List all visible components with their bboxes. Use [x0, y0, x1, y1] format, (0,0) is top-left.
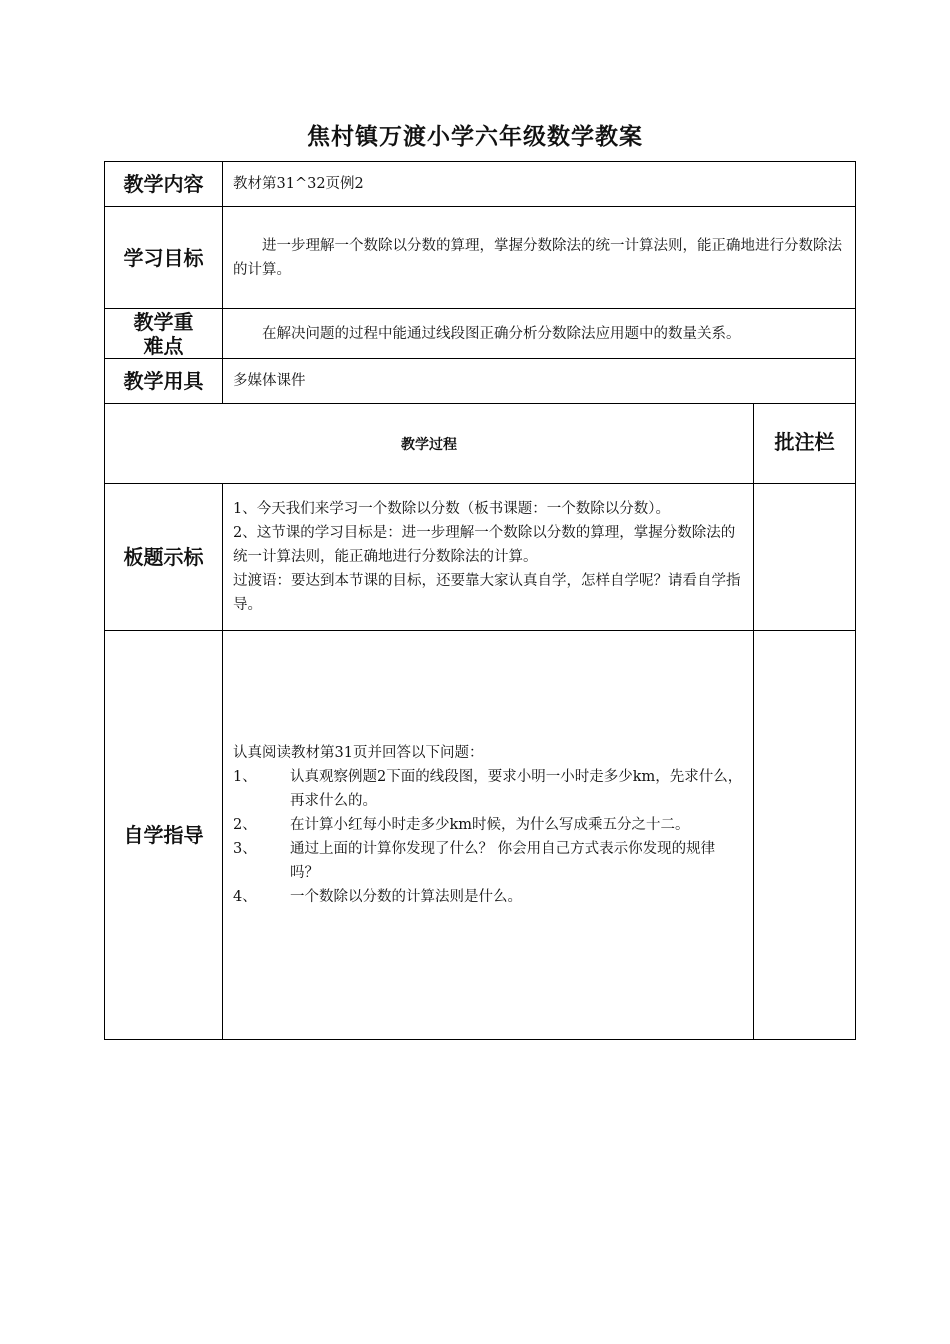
label-self-study: 自学指导: [105, 631, 223, 1040]
question-text: 通过上面的计算你发现了什么？ 你会用自己方式表示你发现的规律吗？: [290, 841, 716, 881]
label-teaching-process: 教学过程: [105, 404, 754, 484]
question-number: 1、: [233, 769, 257, 785]
value-key-points: 在解决问题的过程中能通过线段图正确分析分数除法应用题中的数量关系。: [223, 309, 856, 359]
value-board-topic: [223, 484, 754, 631]
value-teaching-content: 教材第31^32页例2: [223, 162, 856, 207]
label-teaching-content: 教学内容: [105, 162, 223, 207]
board-line-3: 过渡语：要达到本节课的目标，还要靠大家认真自学，怎样自学呢？请看自学指导。: [233, 573, 741, 613]
value-teaching-tools: 多媒体课件: [223, 359, 856, 404]
question-number: 4、: [233, 889, 257, 905]
label-teaching-tools: 教学用具: [105, 359, 223, 404]
value-learning-objective: 进一步理解一个数除以分数的算理，掌握分数除法的统一计算法则，能正确地进行分数除法的计算。: [223, 207, 856, 309]
question-item: [233, 765, 743, 813]
label-key-points: [105, 309, 223, 359]
lesson-plan-table: [104, 161, 856, 1040]
question-item: [233, 813, 743, 837]
row-process-header: [105, 404, 856, 484]
board-line-1: 1、今天我们来学习一个数除以分数（板书课题：一个数除以分数）。: [233, 501, 670, 517]
row-teaching-tools: [105, 359, 856, 404]
row-learning-objective: [105, 207, 856, 309]
self-study-intro: 认真阅读教材第31页并回答以下问题：: [233, 745, 484, 761]
row-self-study: [105, 631, 856, 1040]
question-number: 2、: [233, 817, 257, 833]
question-text: 在计算小红每小时走多少km时候，为什么写成乘五分之十二。: [290, 817, 690, 833]
label-key-points-line1: 教学重: [133, 309, 194, 334]
label-notes-column: 批注栏: [754, 404, 856, 484]
label-learning-objective: 学习目标: [105, 207, 223, 309]
notes-cell-self-study: [754, 631, 856, 1040]
row-board-topic: [105, 484, 856, 631]
row-teaching-content: [105, 162, 856, 207]
question-item: [233, 885, 743, 909]
page-title: 焦村镇万渡小学六年级数学教案: [307, 124, 643, 150]
question-item: [233, 837, 743, 885]
question-number: 3、: [233, 841, 257, 857]
question-text: 认真观察例题2下面的线段图，要求小明一小时走多少km，先求什么，再求什么的。: [290, 769, 743, 809]
notes-cell-board: [754, 484, 856, 631]
value-self-study: [223, 631, 754, 1040]
board-line-2: 2、这节课的学习目标是：进一步理解一个数除以分数的算理，掌握分数除法的统一计算法则，能正确地进行分数除法的计算。: [233, 525, 736, 565]
question-text: 一个数除以分数的计算法则是什么。: [290, 889, 522, 905]
row-key-points: [105, 309, 856, 359]
label-board-topic: 板题示标: [105, 484, 223, 631]
label-key-points-line2: 难点: [143, 333, 184, 358]
